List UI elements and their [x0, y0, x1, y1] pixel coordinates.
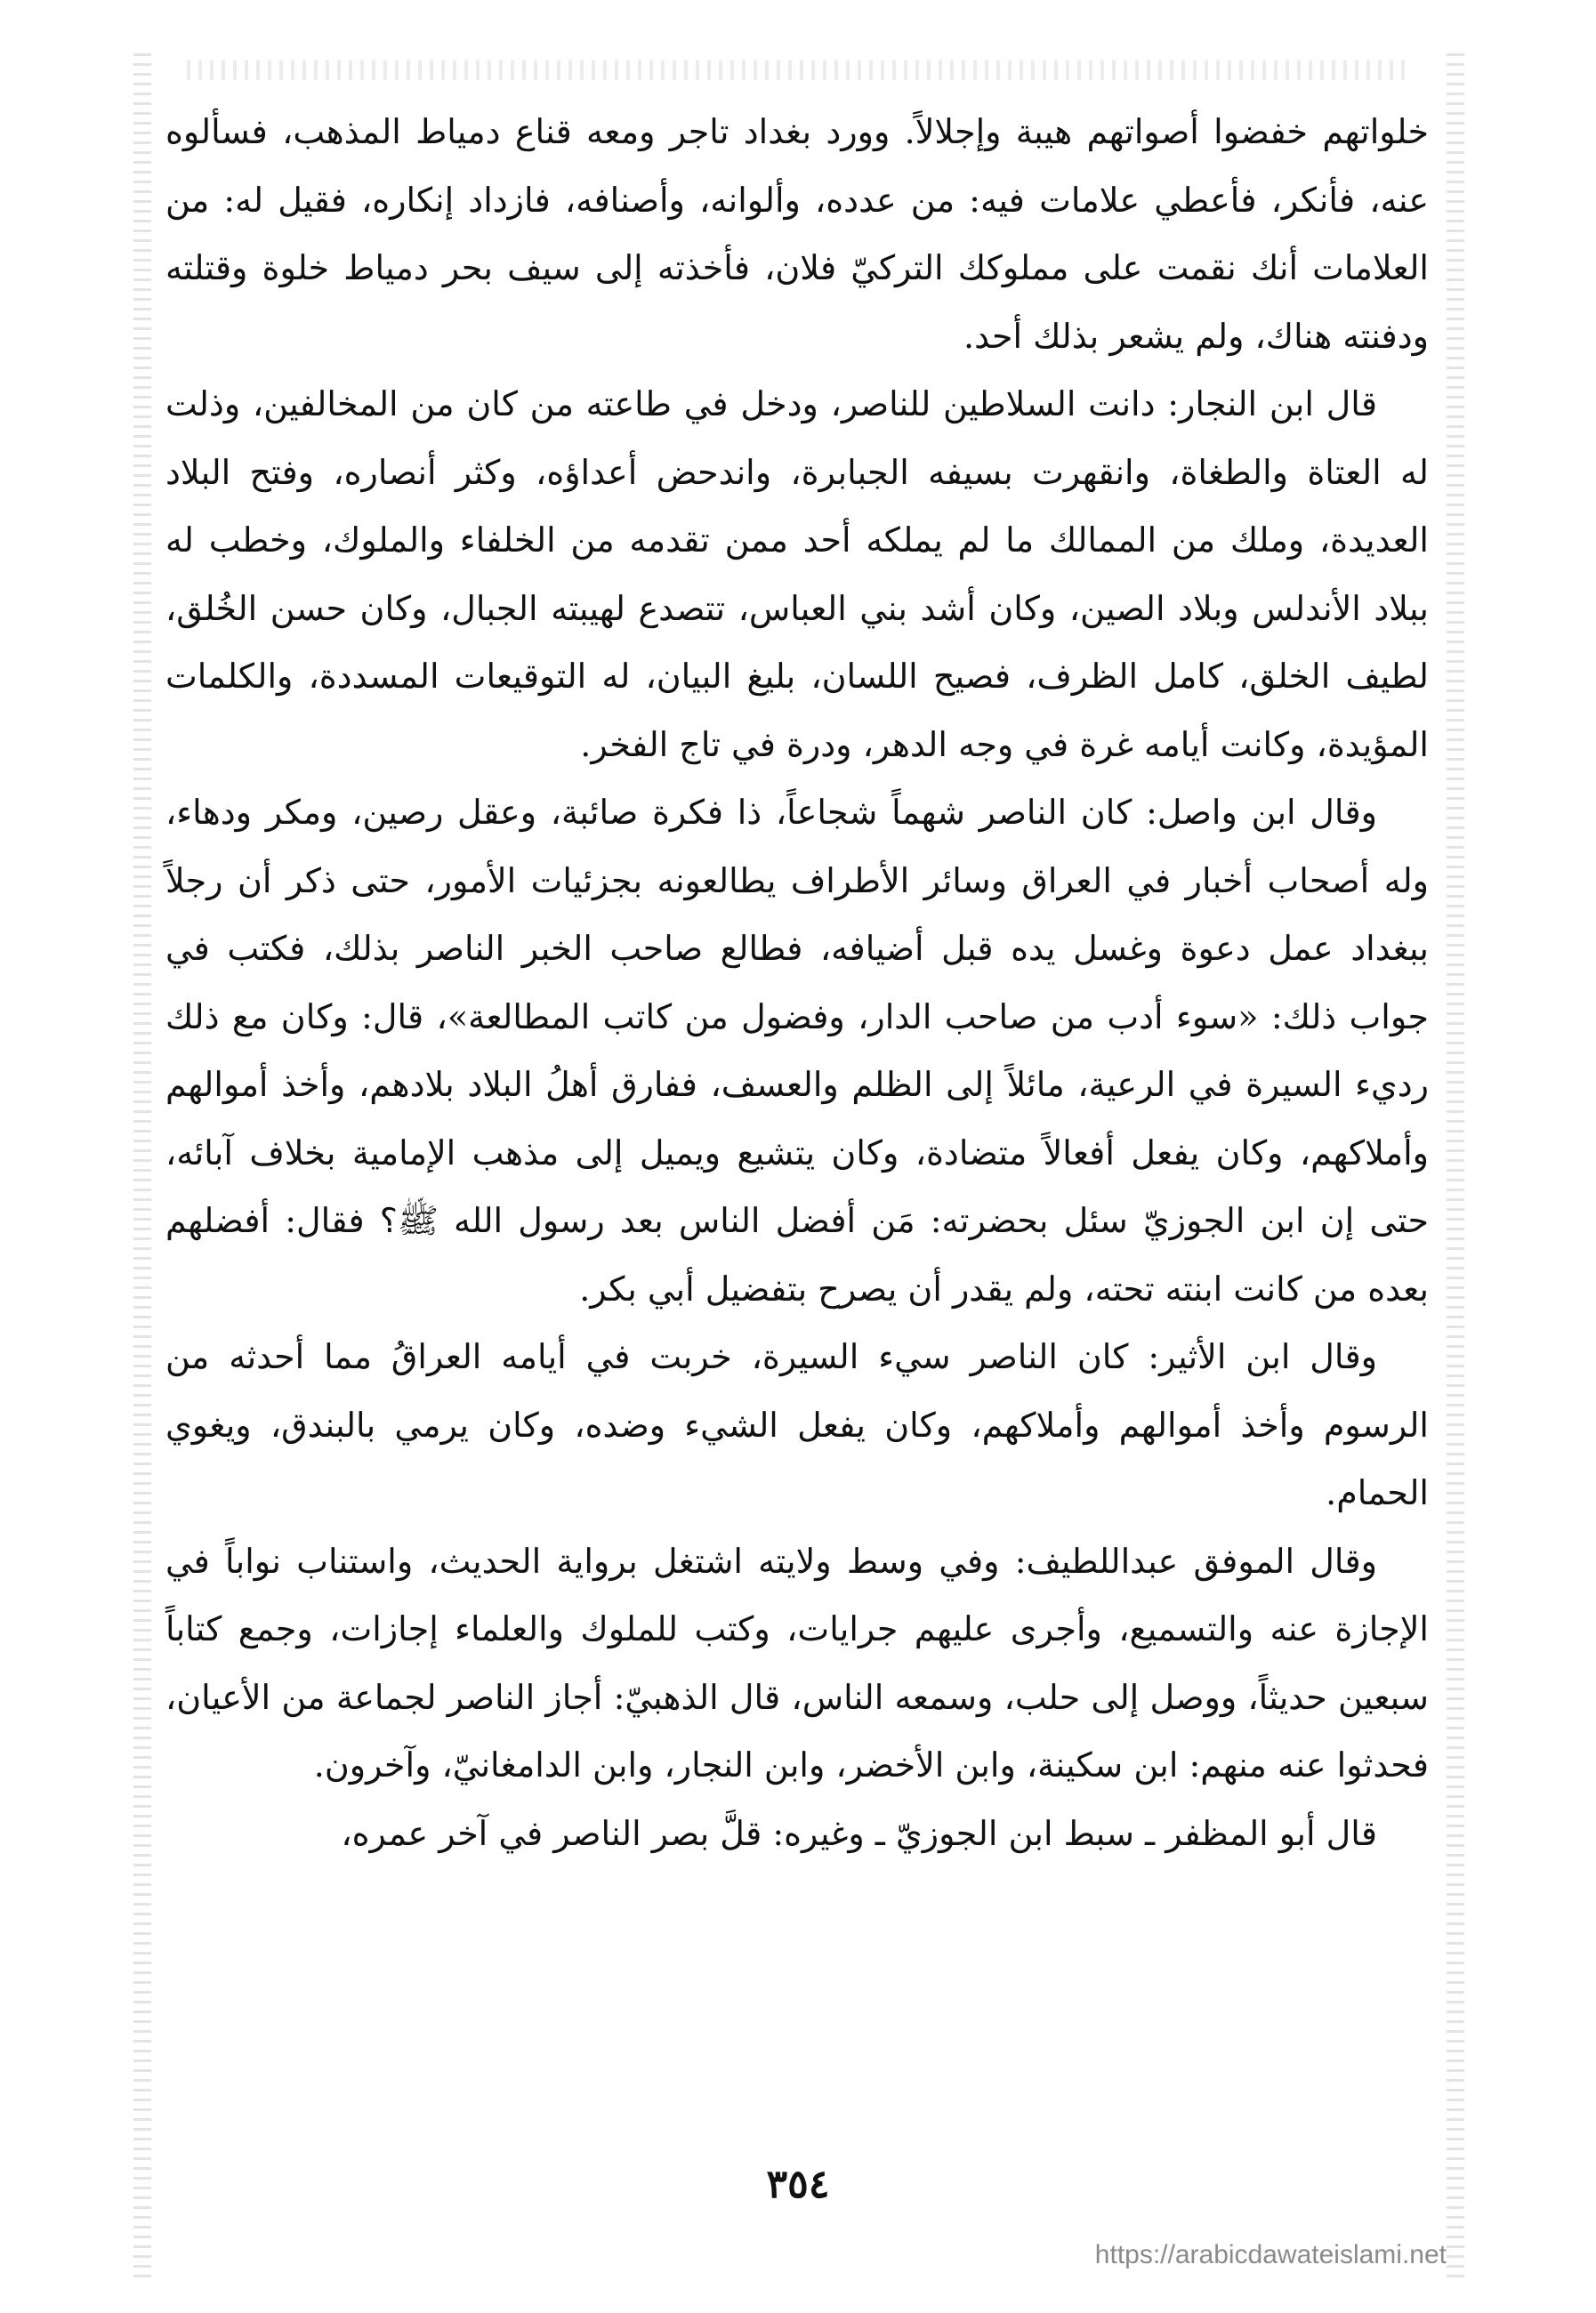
- paragraph-1: خلواتهم خفضوا أصواتهم هيبة وإجلالاً. وورد بغداد تاجر ومعه قناع دمياط المذهب، فسألوه عنه، فأنكر، فأعطي علامات فيه: من عدده، وألوانه، وأصنافه، فازداد إنكاره، فقيل له: من العلامات أنك نقمت على مملوكك التركيّ فلان، فأخذته إلى سيف بحر دمياط خلوة وقتلته ودفنته هناك، ولم يشعر بذلك أحد.: [165, 112, 1429, 356]
- scan-edge-right: [1447, 53, 1464, 2277]
- paragraph-4: وقال ابن الأثير: كان الناصر سيء السيرة، خربت في أيامه العراقُ مما أحدثه من الرسوم وأخذ أموالهم وأملاكهم، وكان يفعل الشيء وضده، وكان يرمي بالبندق، ويغوي الحمام.: [165, 1337, 1429, 1512]
- scan-top-noise: [187, 60, 1406, 80]
- page-number: ٣٥٤: [766, 2162, 830, 2207]
- paragraph-5: وقال الموفق عبداللطيف: وفي وسط ولايته اشتغل برواية الحديث، واستناب نواباً في الإجازة عنه والتسميع، وأجرى عليهم جرايات، وكتب للملوك والعلماء إجازات، وجمع كتاباً سبعين حديثاً، ووصل إلى حلب، وسمعه الناس، قال الذهبيّ: أجاز الناصر لجماعة من الأعيان، فحدثوا عنه منهم: ابن سكينة، وابن الأخضر، وابن النجار، وابن الدامغانيّ، وآخرون.: [165, 1541, 1429, 1785]
- paragraph-2: قال ابن النجار: دانت السلاطين للناصر، ودخل في طاعته من كان من المخالفين، وذلت له العتاة والطغاة، وانقهرت بسيفه الجبابرة، واندحض أعداؤه، وكثر أنصاره، وفتح البلاد العديدة، وملك من الممالك ما لم يملكه أحد ممن تقدمه من الخلفاء والملوك، وخطب له ببلاد الأندلس وبلاد الصين، وكان أشد بني العباس، تتصدع لهيبته الجبال، وكان حسن الخُلق، لطيف الخلق، كامل الظرف، فصيح اللسان، بليغ البيان، له التوقيعات المسددة، والكلمات المؤيدة، وكانت أيامه غرة في وجه الدهر، ودرة في تاج الفخر.: [165, 384, 1429, 764]
- paragraph-6: قال أبو المظفر ـ سبط ابن الجوزيّ ـ وغيره: قلَّ بصر الناصر في آخر عمره،: [341, 1813, 1377, 1853]
- watermark-url: https://arabicdawateislami.net: [1094, 2240, 1447, 2269]
- paragraph-3: وقال ابن واصل: كان الناصر شهماً شجاعاً، ذا فكرة صائبة، وعقل رصين، ومكر ودهاء، وله أصحاب أخبار في العراق وسائر الأطراف يطالعونه بجزئيات الأمور، حتى ذكر أن رجلاً ببغداد عمل دعوة وغسل يده قبل أضيافه، فطالع صاحب الخبر الناصر بذلك، فكتب في جواب ذلك: «سوء أدب من صاحب الدار، وفضول من كاتب المطالعة»، قال: وكان مع ذلك رديء السيرة في الرعية، مائلاً إلى الظلم والعسف، ففارق أهلُ البلاد بلادهم، وأخذ أموالهم وأملاكهم، وكان يفعل أفعالاً متضادة، وكان يتشيع ويميل إلى مذهب الإمامية بخلاف آبائه، حتى إن ابن الجوزيّ سئل بحضرته: مَن أفضل الناس بعد رسول الله ﷺ؟ فقال: أفضلهم بعده من كانت ابنته تحته، ولم يقدر أن يصرح بتفضيل أبي بكر.: [165, 793, 1430, 1309]
- scan-edge-left: [133, 53, 151, 2277]
- page-body: [165, 98, 1429, 1867]
